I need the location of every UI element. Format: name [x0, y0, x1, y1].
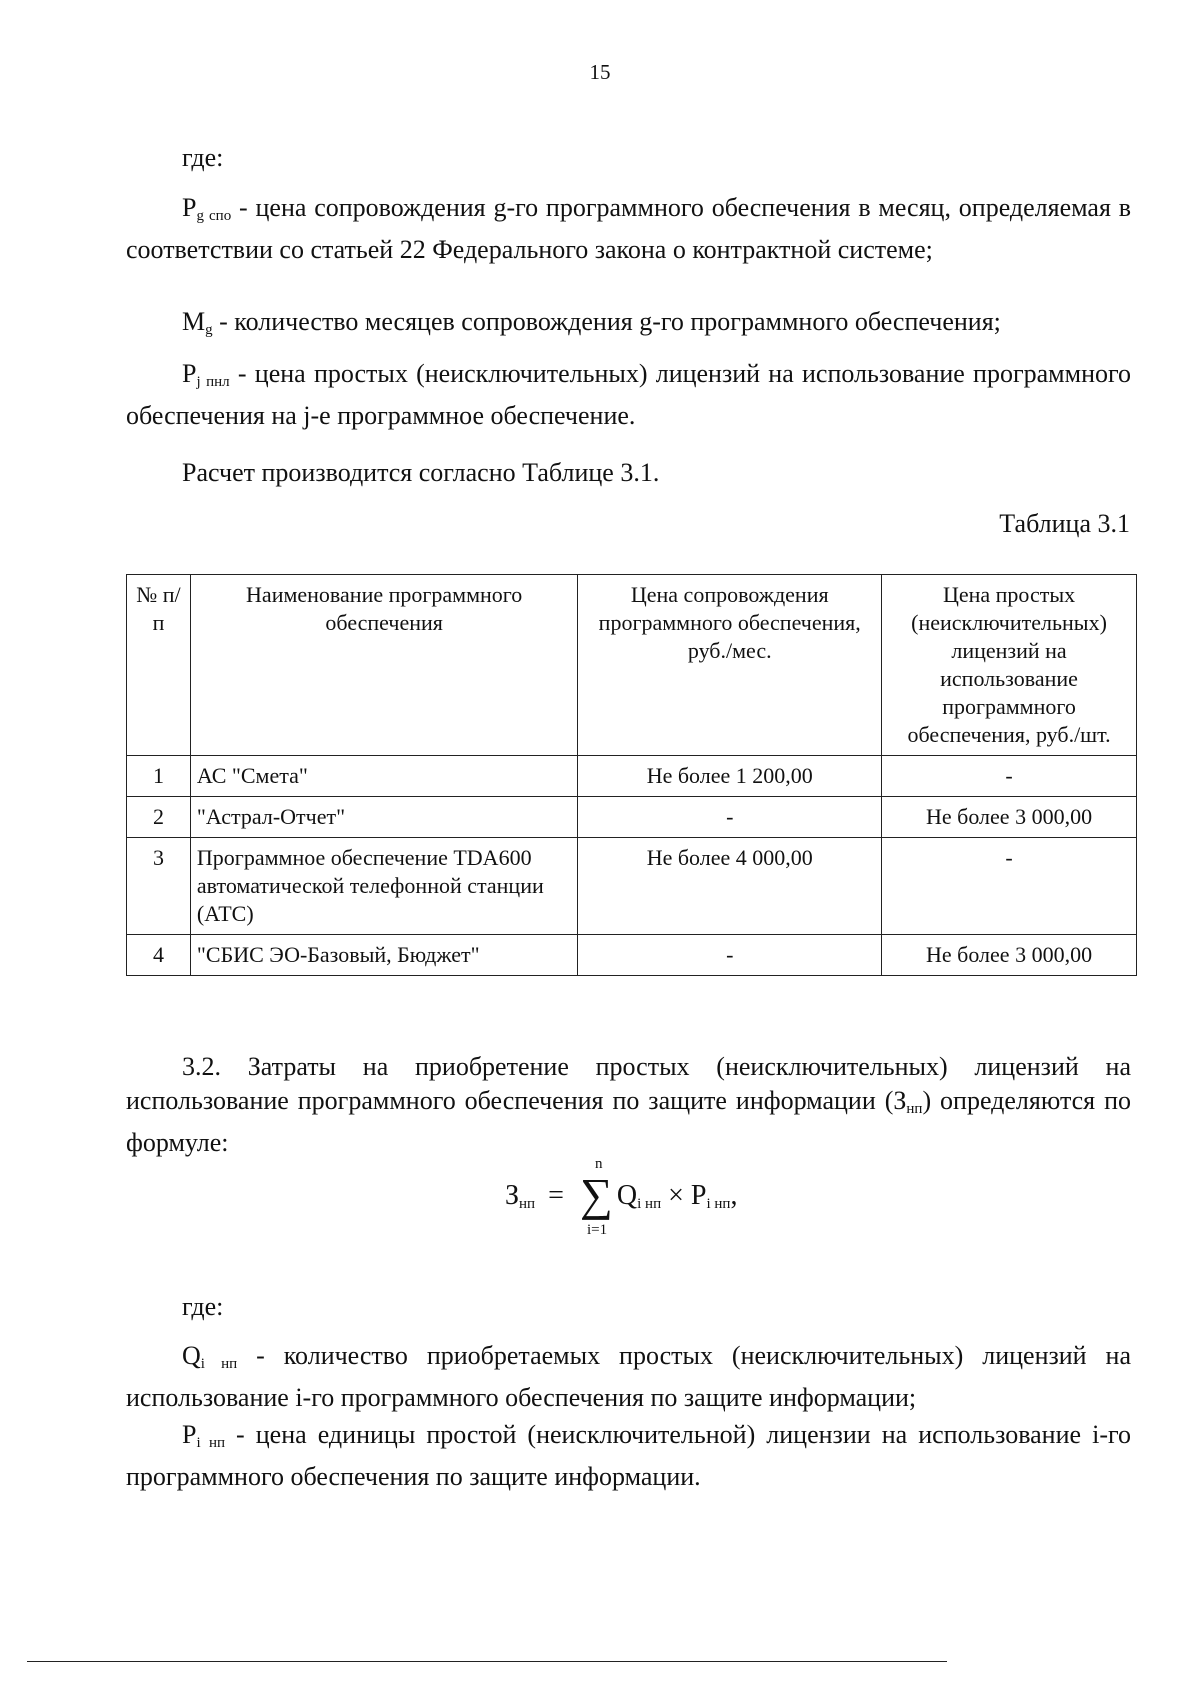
formula-p: P: [690, 1180, 707, 1211]
license-price: -: [882, 838, 1137, 935]
formula-q-subscript: i нп: [637, 1196, 662, 1212]
table-caption: Таблица 3.1: [999, 509, 1130, 538]
sum-lower-limit: i=1: [587, 1222, 608, 1238]
symbol-subscript: j пнл: [196, 374, 230, 390]
license-price: Не более 3 000,00: [882, 797, 1137, 838]
symbol: P: [182, 359, 197, 388]
software-name: "Астрал-Отчет": [190, 797, 577, 838]
section-tail: ) определяются по формуле:: [126, 1086, 1131, 1157]
bottom-divider-line: [27, 1661, 947, 1662]
software-name: Программное обеспечение TDA600 автоматической телефонной станции (АТС): [190, 838, 577, 935]
license-price: -: [882, 756, 1137, 797]
sum-upper-limit: n: [595, 1156, 603, 1172]
row-number: 3: [127, 838, 191, 935]
section-subscript: нп: [906, 1101, 923, 1117]
support-price: Не более 4 000,00: [578, 838, 882, 935]
formula-equals: =: [548, 1180, 564, 1211]
calculation-note: Расчет производится согласно Таблице 3.1.: [182, 458, 660, 487]
definition-pg-spo: [126, 191, 1131, 267]
header-number: № п/п: [127, 575, 191, 756]
sum-symbol: ∑: [580, 1169, 613, 1220]
definition-text: - цена простых (неисключительных) лицензий на использование программного обеспечения на j-е программное обеспечение.: [126, 359, 1131, 430]
table-row: [127, 756, 1137, 797]
symbol-subscript: g спо: [196, 208, 232, 224]
header-software-name: Наименование программного обеспечения: [190, 575, 577, 756]
table-row: [127, 935, 1137, 976]
software-name: "СБИС ЭО-Базовый, Бюджет": [190, 935, 577, 976]
formula-q: Q: [616, 1180, 638, 1211]
table-row: [127, 838, 1137, 935]
header-license-price: Цена простых (неисключительных) лицензий на использование программного обеспечения, руб./шт.: [882, 575, 1137, 756]
formula-lhs-subscript: нп: [519, 1196, 536, 1212]
definition-pi-np: [126, 1418, 1131, 1494]
formula-comma: ,: [730, 1180, 738, 1211]
definition-qi-np: [126, 1339, 1131, 1415]
row-number: 4: [127, 935, 191, 976]
definition-text: - количество приобретаемых простых (неисключительных) лицензий на использование i-го программного обеспечения по защите информации;: [126, 1341, 1131, 1412]
section-3-2-paragraph: [126, 1050, 1131, 1160]
definition-text: - количество месяцев сопровождения g-го программного обеспечения;: [212, 307, 1001, 336]
symbol: P: [182, 1420, 197, 1449]
where-label-1: где:: [182, 143, 224, 172]
license-cost-formula: [505, 1156, 738, 1238]
row-number: 2: [127, 797, 191, 838]
page-number: 15: [589, 60, 611, 84]
support-price: -: [578, 935, 882, 976]
symbol-subscript: i нп: [196, 1435, 225, 1451]
symbol: Q: [182, 1341, 201, 1370]
formula-p-subscript: i нп: [706, 1196, 731, 1212]
formula-lhs: З: [505, 1180, 520, 1211]
symbol: M: [182, 307, 206, 336]
section-text: 3.2. Затраты на приобретение простых (неисключительных) лицензий на использование программного обеспечения по защите информации (З: [126, 1052, 1131, 1115]
formula-times: ×: [668, 1180, 684, 1211]
definition-mg: [126, 305, 1131, 347]
definition-text: - цена сопровождения g-го программного обеспечения в месяц, определяемая в соответствии со статьей 22 Федерального закона о контрактной системе;: [126, 193, 1131, 264]
header-support-price: Цена сопровождения программного обеспечения, руб./мес.: [578, 575, 882, 756]
symbol: P: [182, 193, 197, 222]
table-row: [127, 797, 1137, 838]
software-price-table: [126, 574, 1137, 976]
software-name: АС "Смета": [190, 756, 577, 797]
license-price: Не более 3 000,00: [882, 935, 1137, 976]
support-price: -: [578, 797, 882, 838]
where-label-2: где:: [182, 1292, 224, 1321]
table-header-row: [127, 575, 1137, 756]
symbol-subscript: g: [205, 322, 213, 338]
support-price: Не более 1 200,00: [578, 756, 882, 797]
symbol-subscript: i нп: [200, 1356, 238, 1372]
definition-text: - цена единицы простой (неисключительной) лицензии на использование i-го программного обеспечения по защите информации.: [126, 1420, 1131, 1491]
row-number: 1: [127, 756, 191, 797]
definition-pj-pnl: [126, 357, 1131, 433]
